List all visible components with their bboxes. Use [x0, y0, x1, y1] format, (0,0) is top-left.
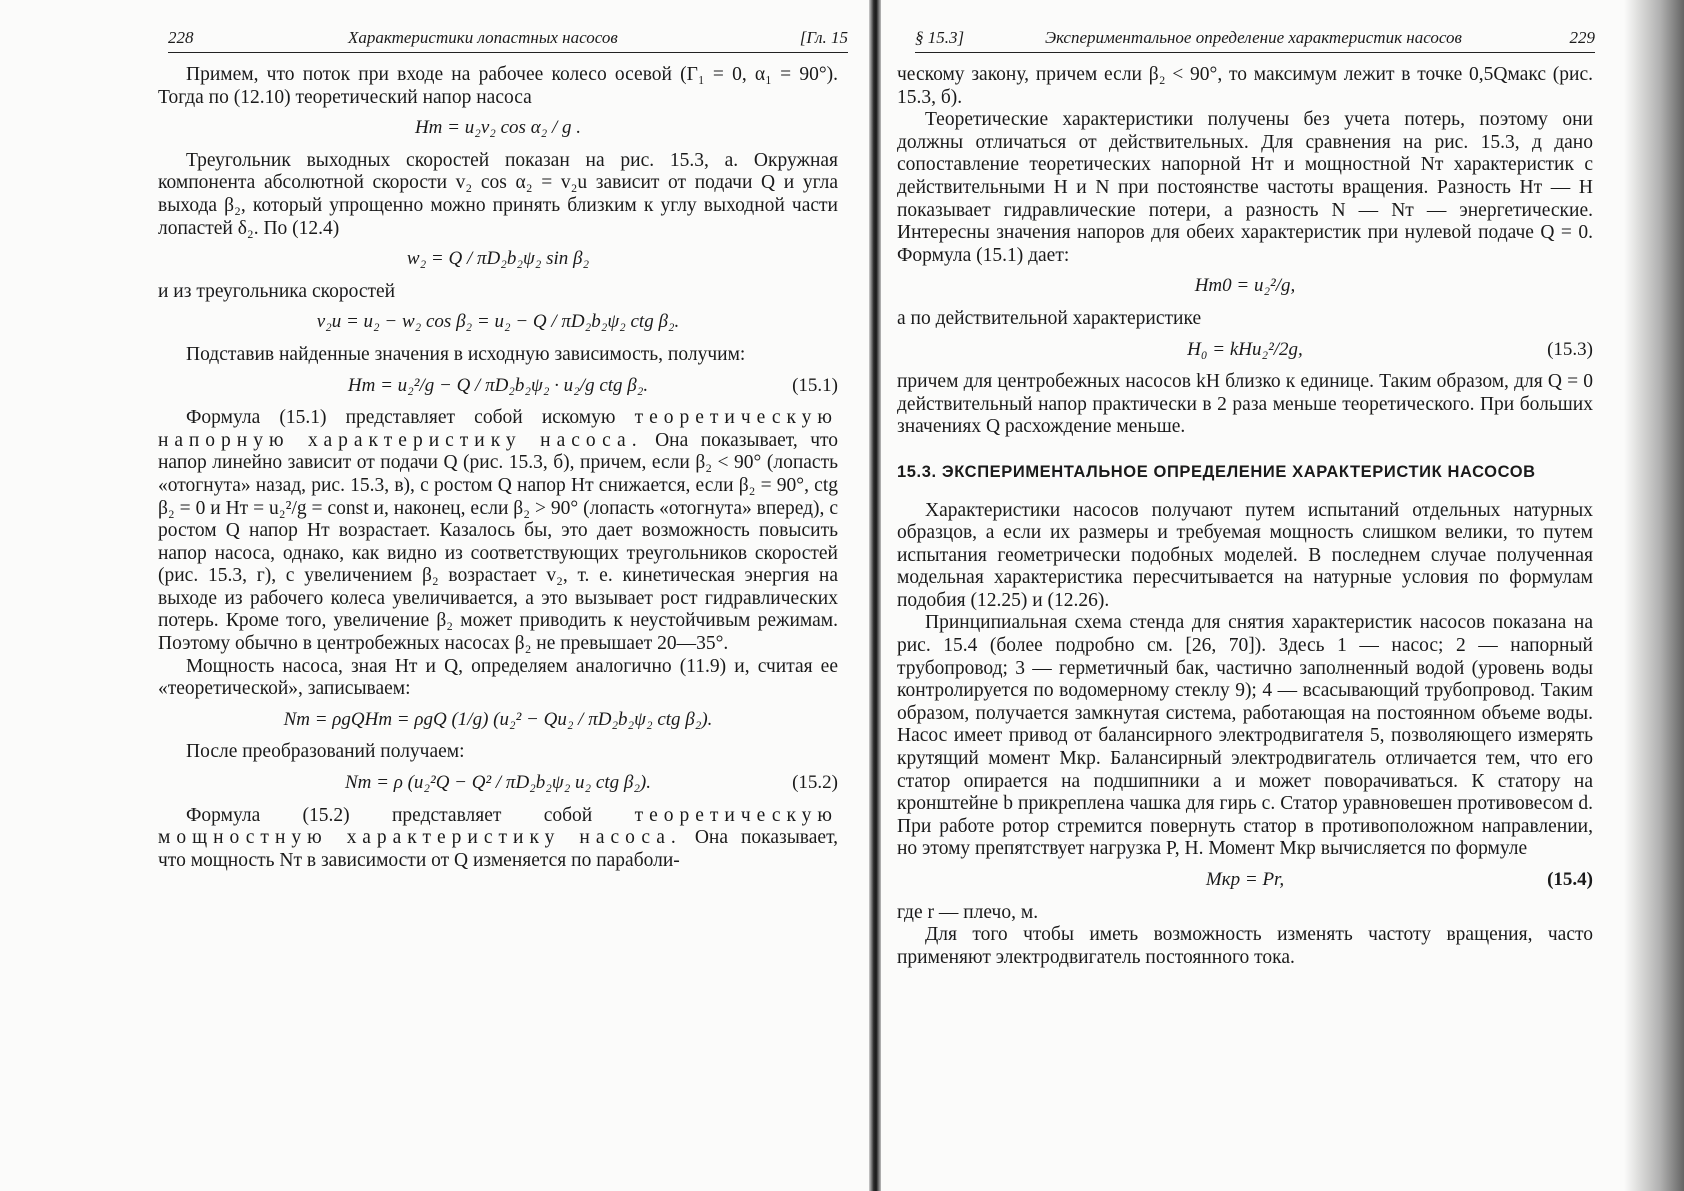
paragraph: Подставив найденные значения в исходную зависимость, получим:	[186, 343, 746, 365]
paragraph: Характеристики насосов получают путем испытаний отдельных натурных образцов, а если их размеры и требуемая мощность слишком велики, то путем испытания геометрически подобных моделей. В последнем случае полученная модельная характеристика пересчитывается на натурные условия по формулам подобия (12.25) и (12.26).	[897, 499, 1593, 611]
paragraph: где r — плечо, м.	[897, 901, 1039, 923]
equation-number: (15.4)	[1547, 869, 1593, 890]
equation-number: (15.3)	[1547, 338, 1593, 360]
spaced-term: теоретическую напорную характеристику насоса.	[158, 407, 838, 451]
formula: v₂u = u₂ − w₂ cos β₂ = u₂ − Q / πD₂b₂ψ₂ ctg β₂.	[316, 311, 680, 333]
formula-15-3	[897, 339, 1593, 362]
formula-text: H₀ = kНu₂²/2g,	[1187, 338, 1303, 360]
formula: Hт = u₂v₂ cos α₂ / g .	[414, 117, 582, 139]
paragraph: Теоретические характеристики получены без учета потерь, поэтому они должны отличаться от действительных. Для сравнения на рис. 15.3, д дано сопоставление теоретических напорной Hт и мощностной Nт характеристик с действительными H и N при постоянстве частоты вращения. Разность Hт — H показывает гидравлические потери, а разность N — Nт — энергетические. Интересны значения напоров для обеих характеристик при нулевой подаче Q = 0. Формула (15.1) дает:	[897, 109, 1593, 266]
formula: Nт = ρgQHт = ρgQ (1/g) (u₂² − Qu₂ / πD₂b₂ψ₂ ctg β₂).	[283, 708, 713, 730]
left-running-header	[168, 22, 848, 53]
book-gutter	[869, 0, 881, 1191]
chapter-label: [Гл. 15	[799, 28, 848, 47]
formula-text: Mкр = Pr,	[1205, 869, 1285, 890]
right-page-number: 229	[1569, 28, 1595, 47]
paragraph: ческому закону, причем если β₂ < 90°, то максимум лежит в точке 0,5Qмакс (рис. 15.3, б).	[897, 64, 1593, 108]
formula: Hт0 = u₂²/g,	[1194, 275, 1296, 297]
formula-text: Hт = u₂²/g − Q / πD₂b₂ψ₂ · u₂/g ctg β₂.	[347, 374, 649, 396]
formula-15-2	[158, 772, 838, 795]
right-running-header	[915, 22, 1595, 53]
spaced-term: теоретическую мощностную характеристику насоса.	[158, 804, 838, 849]
right-page-body	[897, 64, 1593, 969]
right-page	[881, 0, 1684, 1191]
paragraph	[158, 407, 838, 656]
formula-15-1	[158, 375, 838, 398]
paragraph: Принципиальная схема стенда для снятия характеристик насосов показана на рис. 15.4 (более подробно см. [26, 70]). Здесь 1 — насос; 2 — напорный трубопровод; 3 — герметичный бак, частично заполненный водой (уровень воды контролируется по водомерному стеклу 9); 4 — всасывающий трубопровод. Таким образом, получается замкнутая система, работающая на постоянном объеме воды. Насос имеет привод от балансирного электродвигателя 5, позволяющего измерять крутящий момент Mкр. Балансирный электродвигатель отличается тем, что его статор опирается на подшипники a и может поворачиваться. К статору на кронштейне b прикреплена чашка для гирь c. Статор уравновешен противовесом d. При работе ротор стремится повернуть статор в противоположном направлении, но этому препятствует нагрузка P, Н. Момент Mкр вычисляется по формуле	[897, 612, 1593, 860]
left-page-body	[158, 64, 838, 872]
paragraph: Примем, что поток при входе на рабочее колесо осевой (Γ₁ = 0, α₁ = 90°). Тогда по (12.10) теоретический напор насоса	[158, 64, 838, 108]
paragraph: Для того чтобы иметь возможность изменять частоту вращения, часто применяют электродвигатель постоянного тока.	[897, 924, 1593, 968]
formula-text: Nт = ρ (u₂²Q − Q² / πD₂b₂ψ₂ u₂ ctg β₂).	[344, 772, 652, 794]
paragraph: а по действительной характеристике	[897, 307, 1202, 329]
paragraph: Треугольник выходных скоростей показан на рис. 15.3, а. Окружная компонента абсолютной скорости v₂ cos α₂ = v₂u зависит от подачи Q и угла выхода β₂, который упрощенно можно принять близким к углу выходной части лопастей δ₂. По (12.4)	[158, 149, 838, 239]
formula: w₂ = Q / πD₂b₂ψ₂ sin β₂	[406, 248, 590, 270]
section-heading: 15.3. ЭКСПЕРИМЕНТАЛЬНОЕ ОПРЕДЕЛЕНИЕ ХАРАКТЕРИСТИК НАСОСОВ	[897, 462, 1536, 481]
formula-15-4	[897, 869, 1593, 892]
equation-number: (15.2)	[792, 772, 838, 794]
paragraph: Мощность насоса, зная Hт и Q, определяем аналогично (11.9) и, считая ее «теоретической», записываем:	[158, 655, 838, 700]
paragraph	[158, 805, 838, 873]
left-page-number: 228	[168, 28, 194, 47]
paragraph: и из треугольника скоростей	[158, 280, 396, 302]
equation-number: (15.1)	[792, 374, 838, 396]
right-running-title: Экспериментальное определение характеристик насосов	[1045, 28, 1462, 47]
left-running-title: Характеристики лопастных насосов	[348, 28, 618, 47]
paragraph: причем для центробежных насосов kH близко к единице. Таким образом, для Q = 0 действительный напор практически в 2 раза меньше теоретического. При больших значениях Q расхождение меньше.	[897, 371, 1593, 438]
paragraph-text: Формула (15.2) представляет собой	[186, 804, 593, 826]
paragraph-text: Формула (15.1) представляет собой искомую	[186, 407, 616, 429]
paragraph-text: Она показывает, что мощность Nт в зависимости от Q изменяется по параболи-	[158, 827, 838, 871]
paragraph: После преобразований получаем:	[186, 741, 465, 763]
paragraph-text: Она показывает, что напор линейно зависит от подачи Q (рис. 15.3, б), причем, если β₂ < 90° (лопасть «отогнута» назад, рис. 15.3, в), с ростом Q напор Hт снижается, если β₂ = 90°, ctg β₂ = 0 и Hт = u₂²/g = const и, наконец, если β₂ > 90° (лопасть «отогнута» вперед), с ростом Q напор Hт возрастает. Казалось бы, это дает возможность повысить напор насоса, однако, как видно из соответствующих треугольников скоростей (рис. 15.3, г), с увеличением β₂ возрастает v₂, т. е. кинетическая энергия на выходе из рабочего колеса увеличивается, а это вызывает рост гидравлических потерь. Кроме того, увеличение β₂ может приводить к неустойчивым режимам. Поэтому обычно в центробежных насосах β₂ не превышает 20—35°.	[158, 429, 839, 655]
section-label: § 15.3]	[915, 28, 965, 47]
